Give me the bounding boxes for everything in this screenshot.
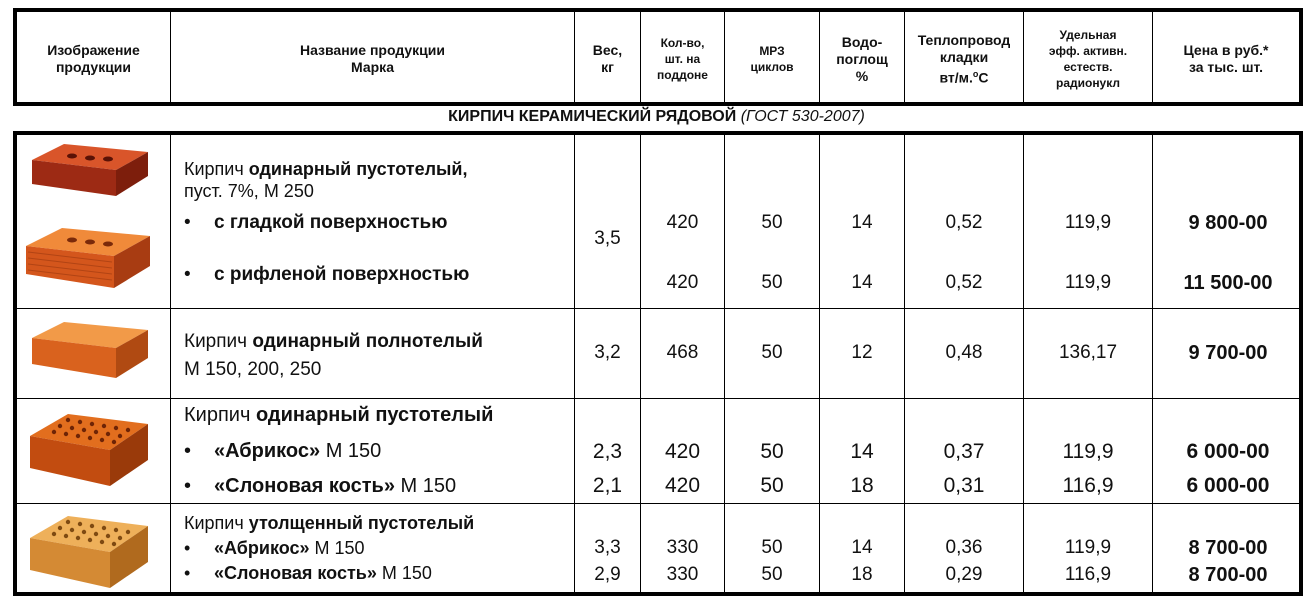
section-title: КИРПИЧ КЕРАМИЧЕСКИЙ РЯДОВОЙ (ГОСТ 530-2007)	[448, 108, 865, 125]
brick-image-apricot	[26, 406, 152, 490]
row1-item1-thermal: 0,52	[945, 212, 983, 233]
row1-item2-radio: 119,9	[1064, 272, 1112, 293]
header-name: Название продукции Марка	[299, 42, 446, 75]
row1-item2-label: • с рифленой поверхностью	[184, 264, 470, 285]
brick-image-solid	[28, 316, 152, 384]
row3-item2-label: • «Слоновая кость» М 150	[184, 475, 457, 497]
row2-frost: 50	[761, 342, 783, 363]
row2-weight: 3,2	[594, 342, 621, 363]
row4-item1-price: 8 700-00	[1188, 537, 1268, 559]
row3-item2-frost: 50	[760, 474, 784, 497]
row4-item1-thermal: 0,36	[945, 537, 983, 558]
header-weight: Вес, кг	[592, 42, 623, 75]
row1-item1-frost: 50	[761, 212, 783, 233]
row4-item2-water: 18	[851, 564, 873, 585]
row2-price: 9 700-00	[1188, 342, 1268, 364]
row4-item1-water: 14	[851, 537, 873, 558]
row4-item2-weight: 2,9	[594, 564, 621, 585]
row4-item2-label: • «Слоновая кость» М 150	[184, 563, 432, 583]
row2-thermal: 0,48	[945, 342, 983, 363]
row3-item1-weight: 2,3	[592, 440, 623, 463]
row4-item1-frost: 50	[761, 537, 783, 558]
header-qty: Кол-во, шт. на поддоне	[657, 36, 708, 82]
row1-item2-price: 11 500-00	[1183, 272, 1273, 294]
row4-item1-weight: 3,3	[594, 537, 621, 558]
row1-item2-frost: 50	[761, 272, 783, 293]
row3-item1-thermal: 0,37	[943, 440, 985, 463]
header-frost: МРЗ циклов	[750, 44, 794, 74]
header-water: Водо- поглощ %	[836, 33, 888, 84]
section-standard: (ГОСТ 530-2007)	[740, 108, 865, 125]
row3-item1-radio: 119,9	[1062, 440, 1114, 463]
row4-item1-label: • «Абрикос» М 150	[184, 538, 365, 558]
row2-name: Кирпич одинарный полнотелый М 150, 200, 250	[184, 331, 483, 380]
row1-item2-qty: 420	[666, 272, 699, 293]
row4-item2-thermal: 0,29	[945, 564, 983, 585]
row2-water: 12	[851, 342, 873, 363]
row1-item1-radio: 119,9	[1064, 212, 1112, 233]
header-thermal: Теплопровод кладки вт/м.$^о$С	[917, 31, 1011, 86]
row2-qty: 468	[666, 342, 699, 363]
brick-image-hollow-ribbed	[24, 222, 152, 292]
row3-item1-frost: 50	[760, 440, 784, 463]
row3-item2-price: 6 000-00	[1186, 474, 1270, 497]
row3-item1-label: • «Абрикос» М 150	[184, 440, 382, 462]
header-image: Изображение продукции	[47, 42, 140, 75]
header-radio: Удельная эфф. активн. естеств. радионукл	[1048, 28, 1128, 90]
brick-image-ivory	[26, 508, 152, 592]
row1-name: Кирпич одинарный пустотелый, пуст. 7%, М 250	[184, 159, 468, 201]
row3-item1-price: 6 000-00	[1186, 440, 1270, 463]
row1-item2-water: 14	[851, 272, 873, 293]
row4-item2-price: 8 700-00	[1188, 564, 1268, 586]
row3-item2-qty: 420	[664, 474, 701, 497]
row4-item2-radio: 116,9	[1064, 564, 1112, 585]
header-price: Цена в руб.* за тыс. шт.	[1183, 42, 1269, 75]
row1-item2-thermal: 0,52	[945, 272, 983, 293]
row1-item1-water: 14	[851, 212, 873, 233]
row3-item1-qty: 420	[664, 440, 701, 463]
row3-name: Кирпич одинарный пустотелый	[184, 404, 494, 426]
row4-item2-frost: 50	[761, 564, 783, 585]
row4-item2-qty: 330	[666, 564, 699, 585]
row4-name: Кирпич утолщенный пустотелый	[184, 513, 475, 533]
row4-item1-qty: 330	[666, 537, 699, 558]
row1-weight: 3,5	[594, 228, 621, 249]
row1-item1-qty: 420	[666, 212, 699, 233]
row3-item2-thermal: 0,31	[943, 474, 985, 497]
row3-item2-radio: 116,9	[1062, 474, 1114, 497]
row3-item2-water: 18	[850, 474, 874, 497]
row3-item2-weight: 2,1	[592, 474, 623, 497]
row3-item1-water: 14	[850, 440, 874, 463]
row2-radio: 136,17	[1058, 342, 1118, 363]
row4-item1-radio: 119,9	[1064, 537, 1112, 558]
brick-image-hollow-red	[28, 140, 150, 200]
row1-item1-label: • с гладкой поверхностью	[184, 212, 448, 233]
row1-item1-price: 9 800-00	[1188, 212, 1268, 234]
